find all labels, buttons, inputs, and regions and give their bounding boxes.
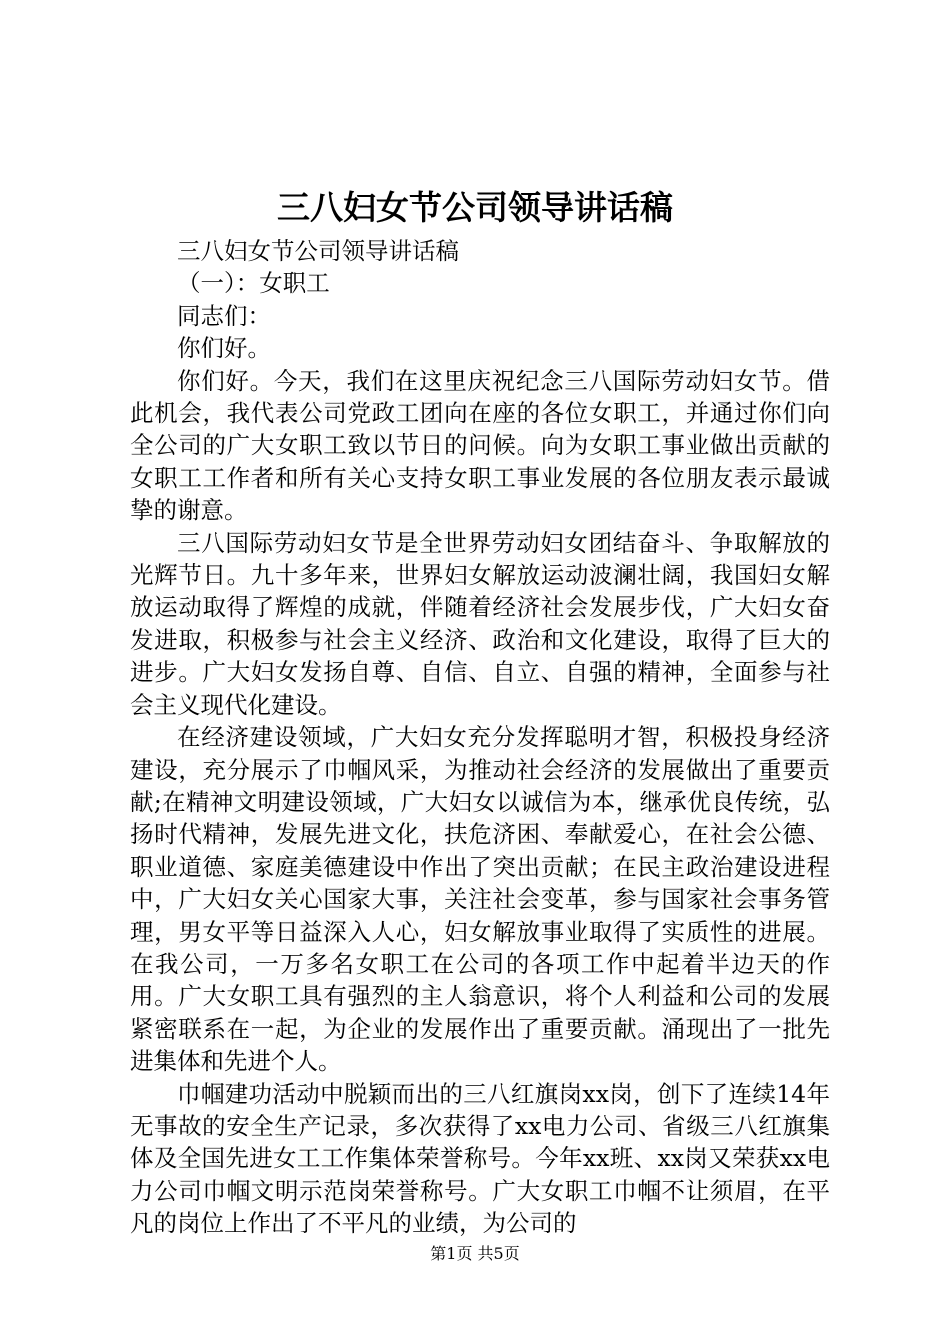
- page-number-footer: 第1页 共5页: [430, 1244, 520, 1263]
- paragraph-greeting: 你们好。: [177, 334, 271, 363]
- paragraph-subtitle: 三八妇女节公司领导讲话稿: [177, 237, 459, 265]
- document-title: 三八妇女节公司领导讲话稿: [277, 188, 673, 227]
- document-body: [130, 235, 830, 1240]
- paragraph-contributions: 在经济建设领域，广大妇女充分发挥聪明才智，积极投身经济建设，充分展示了巾帼风采，为推动社会经济的发展做出了重要贡献;在精神文明建设领域，广大妇女以诚信为本，继承优良传统，弘扬时代精神，发展先进文化，扶危济困、奉献爱心，在社会公德、职业道德、家庭美德建设中作出了突出贡献；在民主政治建设进程中，广大妇女关心国家大事，关注社会变革，参与国家社会事务管理，男女平等日益深入人心，妇女解放事业取得了实质性的进展。在我公司，一万多名女职工在公司的各项工作中起着半边天的作用。广大女职工具有强烈的主人翁意识，将个人利益和公司的发展紧密联系在一起，为企业的发展作出了重要贡献。涌现出了一批先进集体和先进个人。: [130, 723, 830, 1076]
- paragraph-achievements: 巾帼建功活动中脱颖而出的三八红旗岗xx岗，创下了连续14年无事故的安全生产记录，多次获得了xx电力公司、省级三八红旗集体及全国先进女工工作集体荣誉称号。今年xx班、xx岗又荣获xx电力公司巾帼文明示范岗荣誉称号。广大女职工巾帼不让须眉，在平凡的岗位上作出了不平凡的业绩，为公司的: [130, 1079, 830, 1238]
- paragraph-salutation: 同志们：: [177, 301, 271, 330]
- paragraph-section-label: （一）：女职工: [177, 269, 330, 298]
- paragraph-history: 三八国际劳动妇女节是全世界劳动妇女团结奋斗、争取解放的光辉节日。九十多年来，世界妇女解放运动波澜壮阔，我国妇女解放运动取得了辉煌的成就，伴随着经济社会发展步伐，广大妇女奋发进取，积极参与社会主义经济、政治和文化建设，取得了巨大的进步。广大妇女发扬自尊、自信、自立、自强的精神，全面参与社会主义现代化建设。: [130, 528, 830, 719]
- paragraph-opening: 你们好。今天，我们在这里庆祝纪念三八国际劳动妇女节。借此机会，我代表公司党政工团向在座的各位女职工，并通过你们向全公司的广大女职工致以节日的问候。向为女职工事业做出贡献的女职工工作者和所有关心支持女职工事业发展的各位朋友表示最诚挚的谢意。: [130, 366, 830, 525]
